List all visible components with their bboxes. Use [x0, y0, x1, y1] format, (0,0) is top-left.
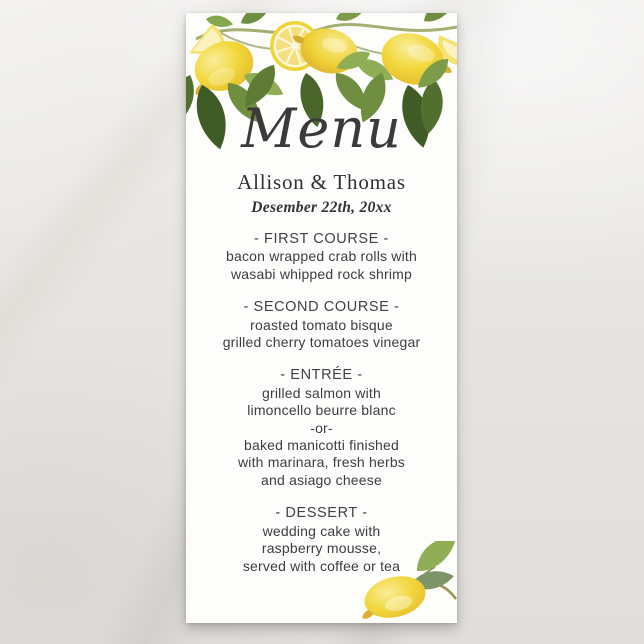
menu-section: [186, 299, 457, 351]
menu-title: Menu: [241, 97, 402, 160]
course-line: wedding cake with: [262, 522, 381, 539]
course-heading: - ENTRÉE -: [280, 367, 363, 384]
menu-card: [186, 13, 457, 623]
course-heading: - SECOND COURSE -: [243, 299, 400, 316]
course-heading: - DESSERT -: [275, 505, 368, 522]
course-line: -or-: [310, 419, 333, 436]
course-heading: - FIRST COURSE -: [253, 231, 389, 247]
menu-section: [186, 367, 457, 489]
course-line: and asiago cheese: [261, 471, 382, 488]
event-date: Desember 22th, 20xx: [251, 199, 392, 216]
course-line: roasted tomato bisque: [250, 316, 393, 333]
course-line: with marinara, fresh herbs: [237, 454, 406, 471]
menu-content: [186, 13, 457, 623]
course-line: grilled cherry tomatoes vinegar: [222, 334, 421, 351]
lemon-corner-illustration: [355, 541, 457, 621]
menu-section: [186, 231, 457, 283]
couple-names: Allison & Thomas: [237, 170, 406, 194]
menu-sections: [186, 231, 457, 591]
course-line: raspberry mousse,: [261, 540, 382, 557]
course-line: wasabi whipped rock shrimp: [230, 265, 413, 282]
course-line: bacon wrapped crab rolls with: [225, 248, 417, 265]
course-line: limoncello beurre blanc: [247, 402, 396, 419]
course-line: grilled salmon with: [262, 384, 381, 401]
course-line: baked manicotti finished: [244, 437, 399, 454]
course-line: served with coffee or tea: [242, 557, 401, 574]
